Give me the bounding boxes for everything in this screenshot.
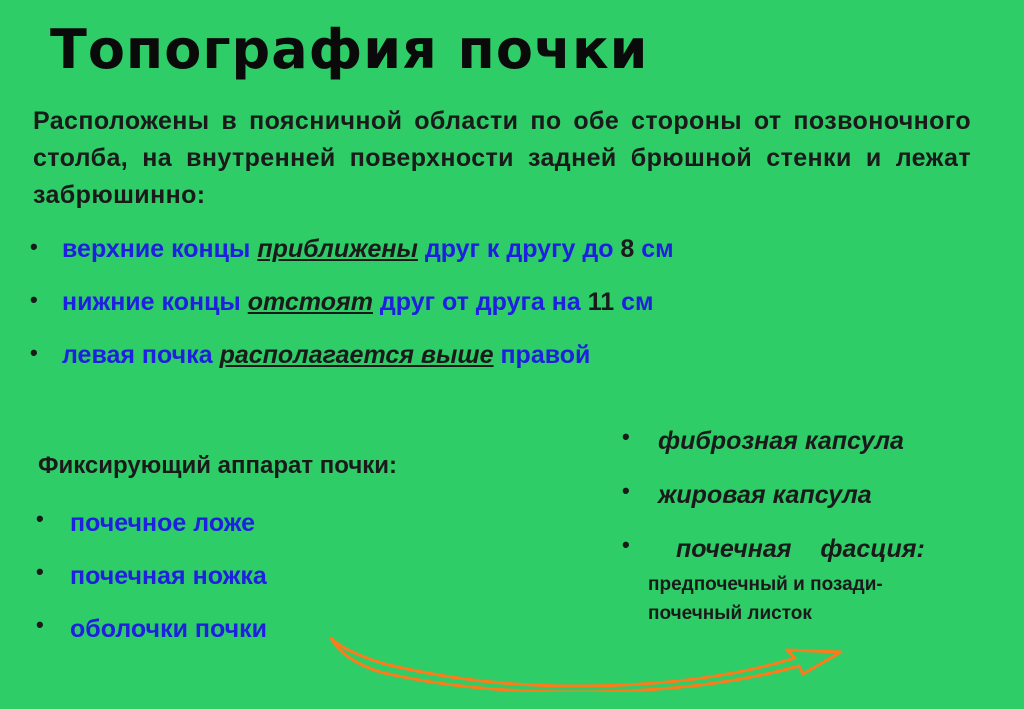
fixing-heading: Фиксирующий аппарат почки: [38,452,398,479]
list-item [622,477,994,531]
bullet-dot-icon: • [30,234,38,259]
item-text: фиброзная капсула [658,427,904,455]
item-text: правой [493,341,591,369]
bullet-dot-icon: • [36,506,44,531]
fascia-line: почечный листок [648,603,812,624]
item-text: верхние концы [62,235,258,263]
item-text: почечная ножка [70,562,267,590]
item-text: оболочки почки [70,615,268,643]
item-text: друг от друга на [372,288,588,316]
item-unit: см [614,288,654,316]
item-text: нижние концы [62,288,248,316]
bullet-dot-icon: • [622,478,630,503]
item-text: друг к другу до [417,235,621,263]
slide-title: Топография почки [50,18,649,81]
bullet-dot-icon: • [622,424,630,449]
item-emphasis: приближены [257,235,418,263]
item-emphasis: отстоят [247,288,373,316]
location-list [30,230,674,389]
list-item [622,423,994,477]
item-number: 11 [587,288,615,316]
list-item [36,505,267,558]
fascia-line: предпочечный и позади- [648,574,883,595]
item-text: жировая капсула [658,481,872,509]
bullet-dot-icon: • [30,287,38,312]
bullet-dot-icon: • [36,612,44,637]
list-item [36,611,267,664]
bullet-dot-icon: • [622,532,630,557]
item-number: 8 [620,235,635,263]
list-item [30,336,674,389]
bullet-dot-icon: • [30,340,38,365]
item-text: почечная фасция: [676,535,925,563]
item-emphasis: располагается выше [219,341,494,369]
list-item [30,230,674,283]
bullet-dot-icon: • [36,559,44,584]
list-item [30,283,674,336]
item-unit: см [634,235,674,263]
capsules-list [622,423,994,585]
fixing-list [36,505,267,664]
list-item [36,558,267,611]
intro-paragraph: Расположены в поясничной области по обе стороны от позвоночного столба, на внутренней поверхности задней брюшной стенки и лежат забрюшинно: [33,107,971,209]
item-text: левая почка [62,341,220,369]
item-text: почечное ложе [70,509,256,537]
curved-arrow-icon [325,620,845,692]
